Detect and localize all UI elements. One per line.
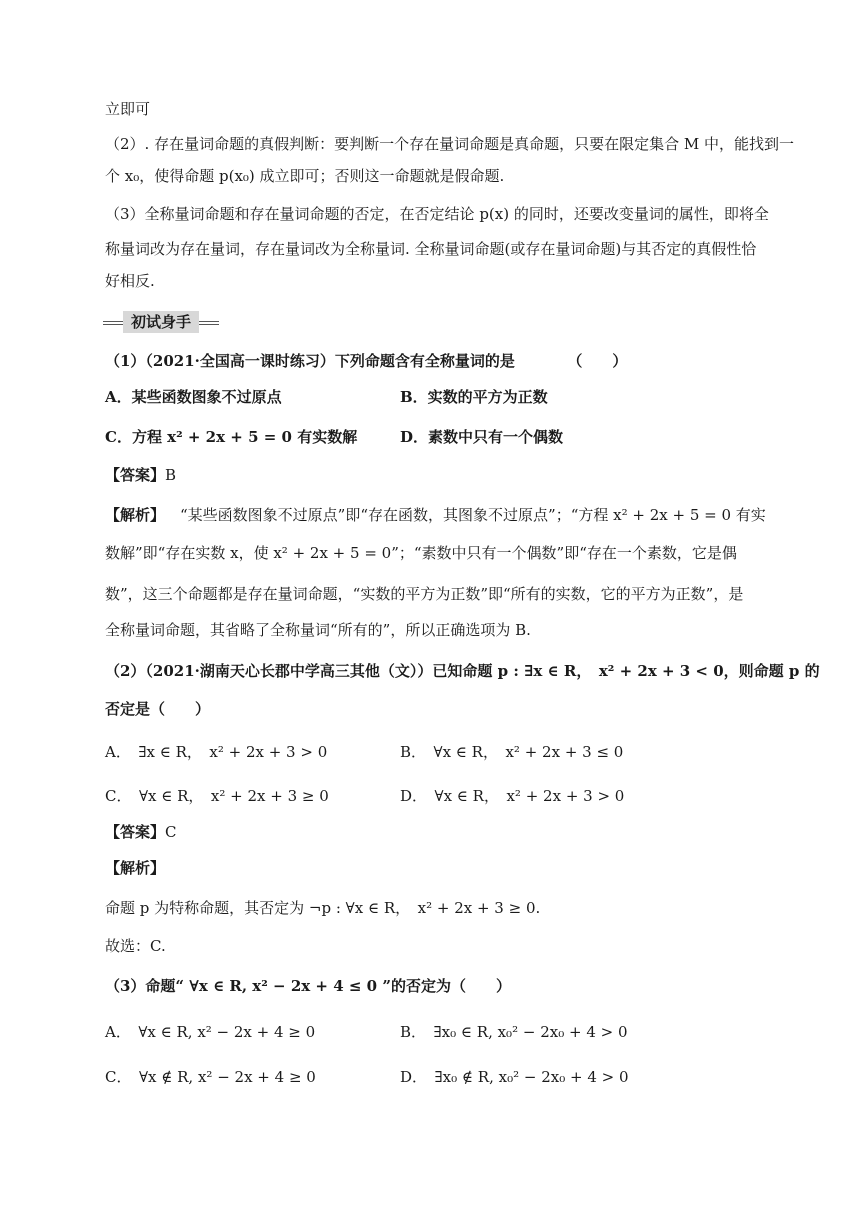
q1-option-d: D．素数中只有一个偶数 [400, 428, 564, 446]
q2-stem-line-1: （2）（2021·湖南天心长郡中学高三其他（文））已知命题 p : ∃x ∈ R， x² + 2x + 3 < 0，则命题 p 的 [105, 662, 820, 680]
q3-option-a: A． ∀x ∈ R, x² − 2x + 4 ≥ 0 [105, 1023, 316, 1041]
q1-analysis-text-1: “某些函数图象不过原点”即“存在函数，其图象不过原点”；“方程 x² + 2x + 5 = 0 有实 [180, 506, 766, 524]
q1-answer-label: 【答案】 [105, 466, 166, 484]
q2-option-a: A． ∃x ∈ R， x² + 2x + 3 > 0 [105, 743, 328, 761]
section-rule-left [103, 321, 125, 322]
intro-line-4: （3）全称量词命题和存在量词命题的否定，在否定结论 p(x) 的同时，还要改变量词的属性，即将全 [105, 205, 769, 223]
q2-answer [105, 822, 177, 842]
section-title: 初试身手 [123, 311, 199, 333]
q1-analysis-line-1 [105, 505, 766, 525]
section-rule-right-2 [197, 324, 219, 325]
section-rule-right [197, 321, 219, 322]
intro-line-5: 称量词改为存在量词，存在量词改为全称量词. 全称量词命题(或存在量词命题)与其否定的真假性恰 [105, 240, 757, 258]
q2-stem-line-2: 否定是（ ） [105, 700, 211, 718]
q2-answer-value: C [165, 823, 177, 841]
q2-analysis-label: 【解析】 [105, 859, 166, 877]
q1-analysis-line-4: 全称量词命题，其省略了全称量词“所有的”，所以正确选项为 B. [105, 621, 531, 639]
q1-stem: （1）（2021·全国高一课时练习）下列命题含有全称量词的是 （ ） [105, 352, 628, 370]
q3-option-c: C． ∀x ∉ R, x² − 2x + 4 ≥ 0 [105, 1068, 316, 1086]
q2-answer-label: 【答案】 [105, 823, 166, 841]
q3-option-d: D． ∃x₀ ∉ R, x₀² − 2x₀ + 4 > 0 [400, 1068, 629, 1086]
section-heading [103, 311, 219, 333]
q1-answer-value: B [165, 466, 177, 484]
q2-option-b: B． ∀x ∈ R， x² + 2x + 3 ≤ 0 [400, 743, 624, 761]
q3-option-b: B． ∃x₀ ∈ R, x₀² − 2x₀ + 4 > 0 [400, 1023, 628, 1041]
intro-line-2: （2）. 存在量词命题的真假判断：要判断一个存在量词命题是真命题，只要在限定集合 M 中，能找到一 [105, 135, 794, 153]
intro-line-1: 立即可 [105, 100, 151, 118]
q2-option-c: C． ∀x ∈ R， x² + 2x + 3 ≥ 0 [105, 787, 329, 805]
q1-option-a: A．某些函数图象不过原点 [105, 388, 282, 406]
intro-line-6: 好相反. [105, 272, 155, 290]
q1-option-c: C．方程 x² + 2x + 5 = 0 有实数解 [105, 428, 358, 446]
q1-option-b: B．实数的平方为正数 [400, 388, 548, 406]
q3-stem: （3）命题“ ∀x ∈ R, x² − 2x + 4 ≤ 0 ”的否定为（ ） [105, 977, 511, 995]
q2-analysis-line-1: 命题 p 为特称命题，其否定为 ¬p : ∀x ∈ R， x² + 2x + 3 ≥ 0. [105, 899, 541, 917]
q2-option-d: D． ∀x ∈ R， x² + 2x + 3 > 0 [400, 787, 625, 805]
q1-analysis-line-2: 数解”即“存在实数 x，使 x² + 2x + 5 = 0”；“素数中只有一个偶数”即“存在一个素数，它是偶 [105, 544, 737, 562]
q1-answer [105, 465, 176, 485]
section-rule-left-2 [103, 324, 125, 325]
q2-analysis-line-2: 故选：C. [105, 937, 166, 955]
q1-analysis-line-3: 数”，这三个命题都是存在量词命题，“实数的平方为正数”即“所有的实数，它的平方为正数”，是 [105, 585, 744, 603]
q1-analysis-label: 【解析】 [105, 506, 166, 524]
intro-line-3: 个 x₀，使得命题 p(x₀) 成立即可；否则这一命题就是假命题. [105, 167, 505, 185]
